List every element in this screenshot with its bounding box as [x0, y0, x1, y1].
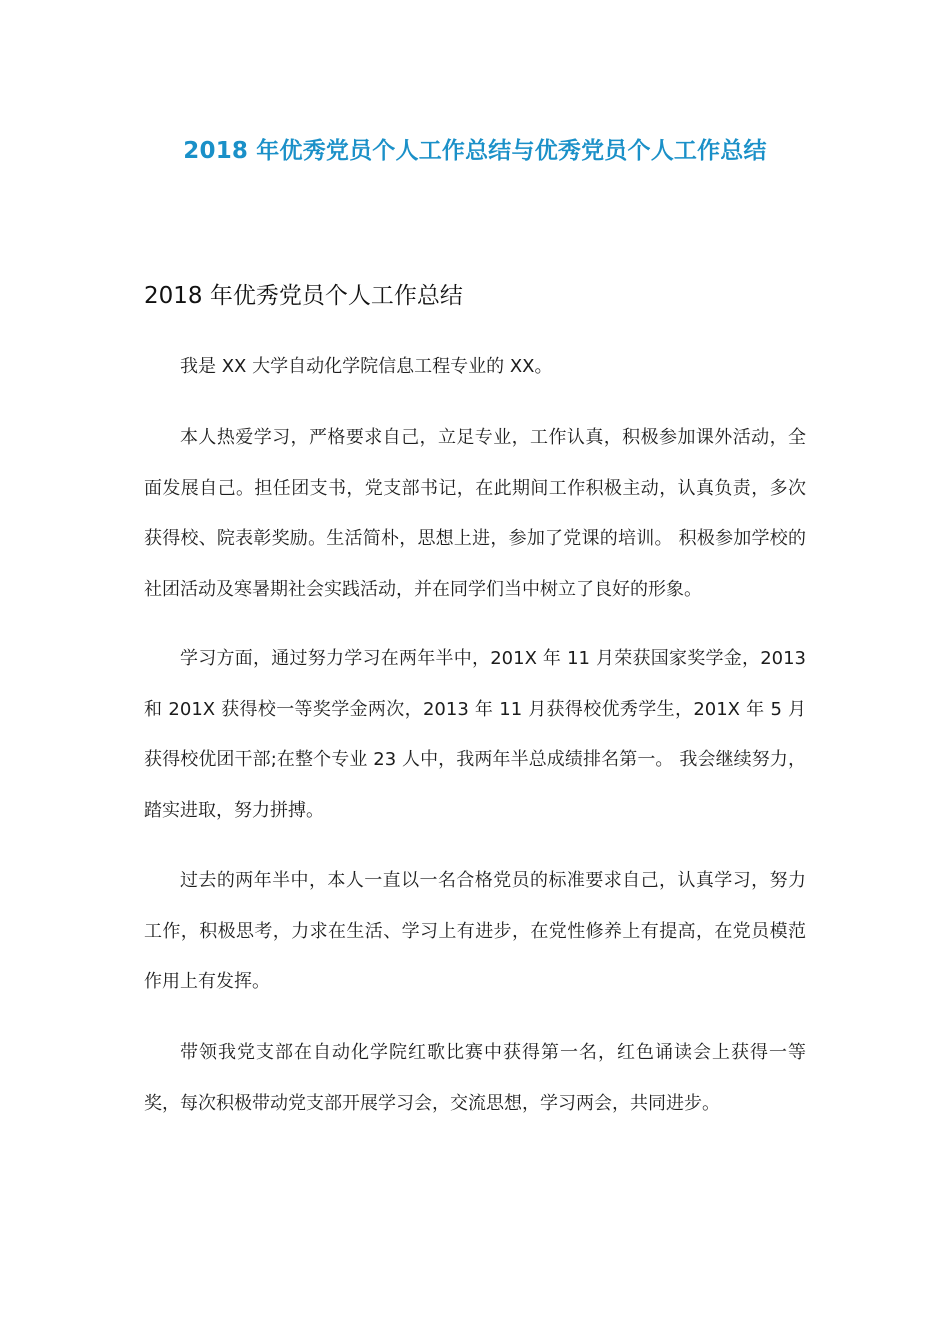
- section-heading: 2018 年优秀党员个人工作总结: [144, 283, 463, 309]
- paragraph-branch-activities: 带领我党支部在自动化学院红歌比赛中获得第一名，红色诵读会上获得一等奖，每次积极带动党支部开展学习会，交流思想，学习两会，共同进步。: [144, 1042, 806, 1114]
- paragraph-study: 学习方面，通过努力学习在两年半中，201X 年 11 月荣获国家奖学金，2013 和 201X 获得校一等奖学金两次，2013 年 11 月获得校优秀学生，201X 年 5 月获得校优团干部;在整个专业 23 人中，我两年半总成绩排名第一。 我会继续努力，踏实进取，努力拼搏。: [144, 648, 807, 821]
- document-title: 2018 年优秀党员个人工作总结与优秀党员个人工作总结: [183, 138, 767, 164]
- paragraph-intro: 我是 XX 大学自动化学院信息工程专业的 XX。: [180, 356, 553, 377]
- paragraph-overview: 本人热爱学习，严格要求自己，立足专业，工作认真，积极参加课外活动，全面发展自己。担任团支书，党支部书记，在此期间工作积极主动，认真负责，多次获得校、院表彰奖励。生活简朴，思想上进，参加了党课的培训。 积极参加学校的社团活动及寒暑期社会实践活动，并在同学们当中树立了良好的形象。: [144, 427, 806, 600]
- paragraph-party-standard: 过去的两年半中，本人一直以一名合格党员的标准要求自己，认真学习，努力工作，积极思考，力求在生活、学习上有进步，在党性修养上有提高，在党员模范作用上有发挥。: [144, 870, 806, 992]
